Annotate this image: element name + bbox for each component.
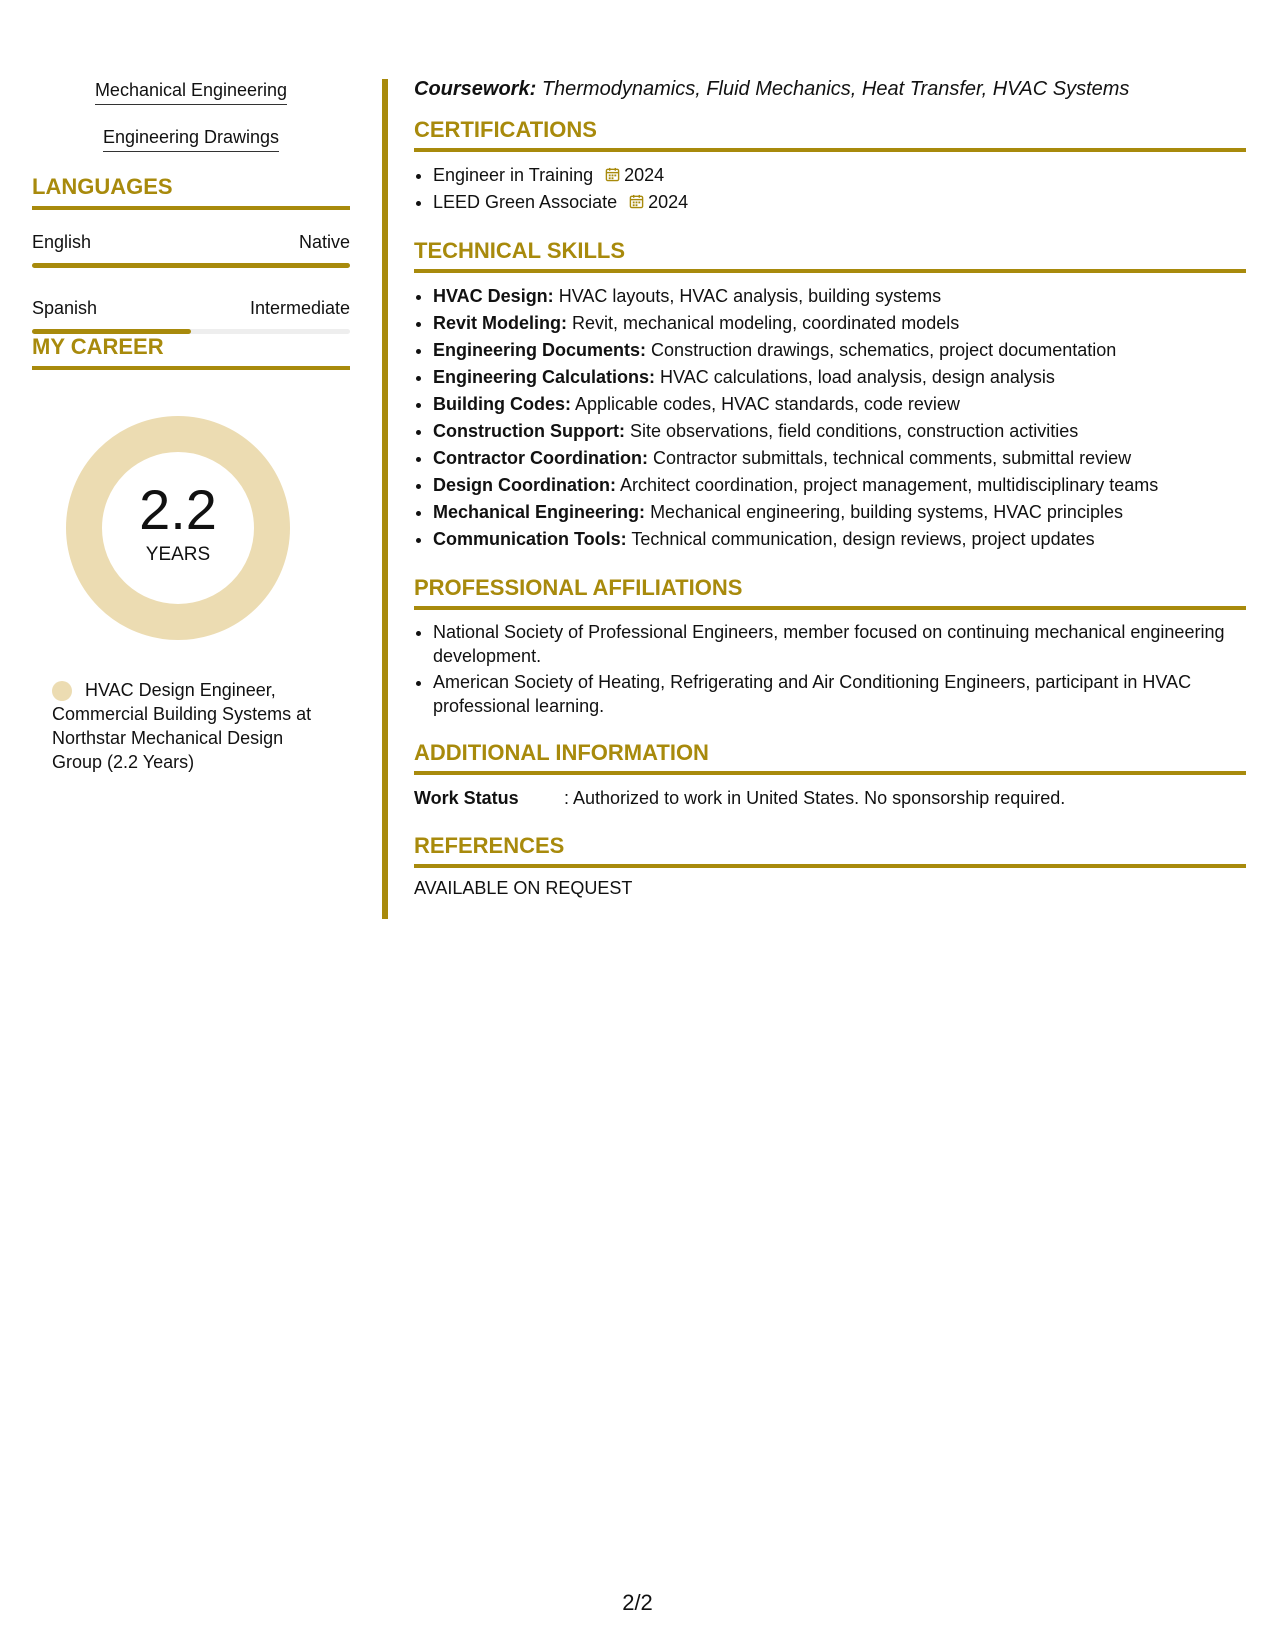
references-heading: REFERENCES (414, 833, 1246, 868)
skill-label: Engineering Documents: (433, 340, 647, 360)
affiliation-item: • National Society of Professional Engineers, member focused on continuing mechanical engineering development. (433, 620, 1246, 668)
language-item (32, 232, 350, 268)
language-bar-fill (32, 329, 191, 334)
certification-item (433, 189, 1246, 216)
career-item-text: HVAC Design Engineer, Commercial Building Systems at Northstar Mechanical Design Group (2.2 Years) (52, 680, 312, 772)
skill-item (433, 472, 1246, 499)
skill-text: Architect coordination, project management, multidisciplinary teams (620, 475, 1159, 495)
language-level: Native (298, 232, 350, 252)
affiliations-heading: PROFESSIONAL AFFILIATIONS (414, 575, 1246, 610)
language-bar-fill (32, 263, 350, 268)
skill-label: Construction Support: (433, 421, 625, 441)
career-years-donut (66, 416, 290, 640)
calendar-icon (629, 194, 644, 209)
skill-item (433, 499, 1246, 526)
career-years-unit: YEARS (145, 544, 211, 565)
language-bar (32, 263, 350, 268)
tag-list (32, 80, 350, 174)
language-item (32, 298, 350, 334)
work-status-label: Work Status (414, 788, 519, 808)
skill-text: Contractor submittals, technical comments, submittal review (653, 448, 1132, 468)
additional-info-heading: ADDITIONAL INFORMATION (414, 740, 1246, 775)
skill-item (433, 526, 1246, 553)
skill-label: Design Coordination: (433, 475, 616, 495)
affiliations-list (414, 620, 1246, 718)
skill-text: HVAC calculations, load analysis, design analysis (660, 367, 1055, 387)
language-bar (32, 329, 350, 334)
page-number: 2/2 (622, 1590, 653, 1615)
coursework (414, 78, 1246, 101)
certification-name: Engineer in Training (433, 165, 594, 185)
work-status-value: : Authorized to work in United States. No sponsorship required. (564, 788, 1066, 808)
languages-heading: LANGUAGES (32, 174, 350, 210)
technical-skills-heading: TECHNICAL SKILLS (414, 238, 1246, 273)
skill-label: Communication Tools: (433, 529, 627, 549)
career-years-value: 2.2 (139, 478, 217, 541)
coursework-text: Thermodynamics, Fluid Mechanics, Heat Transfer, HVAC Systems (541, 78, 1130, 100)
skill-text: Applicable codes, HVAC standards, code review (575, 394, 960, 414)
tag-item: Engineering Drawings (103, 127, 279, 152)
right-column (414, 78, 1246, 899)
technical-skills-list (414, 283, 1246, 553)
skill-label: Engineering Calculations: (433, 367, 656, 387)
skill-item (433, 418, 1246, 445)
skill-item (433, 283, 1246, 310)
certification-name: LEED Green Associate (433, 192, 618, 212)
column-divider (382, 79, 388, 919)
language-level: Intermediate (249, 298, 350, 318)
left-column (32, 80, 350, 774)
skill-item (433, 391, 1246, 418)
skill-label: Mechanical Engineering: (433, 502, 646, 522)
skill-item (433, 310, 1246, 337)
language-name: Spanish (32, 298, 98, 318)
skill-text: Mechanical engineering, building systems, HVAC principles (650, 502, 1123, 522)
skill-label: Building Codes: (433, 394, 571, 414)
career-item (52, 678, 332, 774)
skill-label: HVAC Design: (433, 286, 554, 306)
skill-item (433, 445, 1246, 472)
skill-text: Site observations, field conditions, construction activities (630, 421, 1079, 441)
certification-year: 2024 (624, 165, 665, 185)
skill-label: Revit Modeling: (433, 313, 567, 333)
language-name: English (32, 232, 92, 252)
calendar-icon (605, 167, 620, 182)
certification-year: 2024 (648, 192, 689, 212)
skill-item (433, 337, 1246, 364)
certification-item (433, 162, 1246, 189)
career-heading: MY CAREER (32, 334, 350, 370)
coursework-label: Coursework: (414, 78, 537, 100)
tag-item: Mechanical Engineering (95, 80, 287, 105)
skill-text: HVAC layouts, HVAC analysis, building systems (558, 286, 942, 306)
affiliation-item: • American Society of Heating, Refrigerating and Air Conditioning Engineers, participant in HVAC professional learning. (433, 670, 1246, 718)
work-status-row (414, 785, 1246, 811)
skill-text: Construction drawings, schematics, project documentation (651, 340, 1117, 360)
certifications-heading: CERTIFICATIONS (414, 117, 1246, 152)
skill-text: Revit, mechanical modeling, coordinated models (572, 313, 960, 333)
skill-item (433, 364, 1246, 391)
skill-text: Technical communication, design reviews, project updates (631, 529, 1095, 549)
references-text: AVAILABLE ON REQUEST (414, 878, 633, 898)
certifications-list (414, 162, 1246, 216)
dot-icon (52, 681, 72, 701)
skill-label: Contractor Coordination: (433, 448, 648, 468)
